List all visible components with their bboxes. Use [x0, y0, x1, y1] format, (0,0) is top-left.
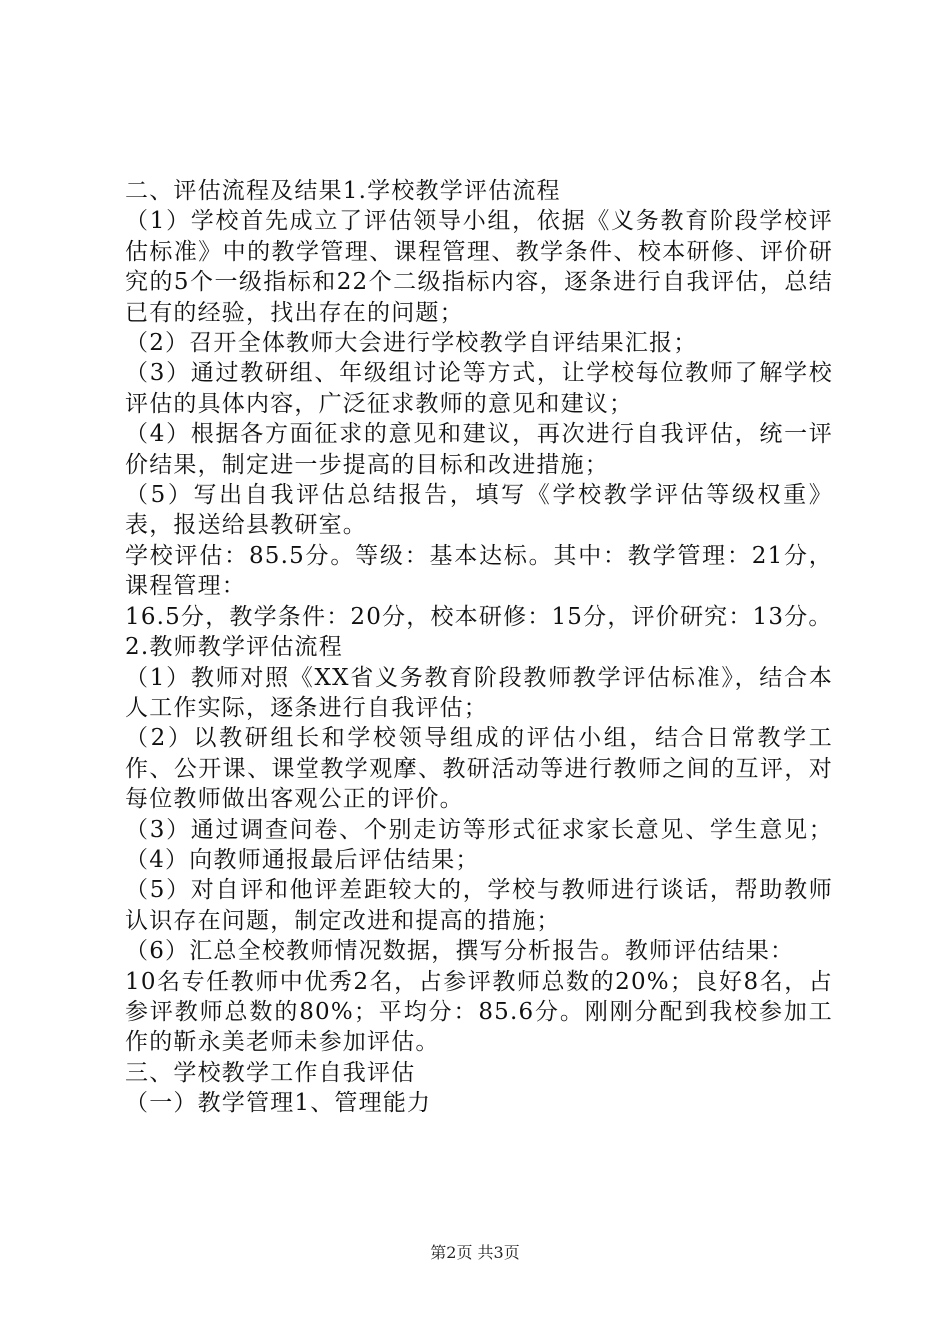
paragraph-step-4: （4）根据各方面征求的意见和建议，再次进行自我评估，统一评价结果，制定进一步提高的目标和改进措施；: [125, 421, 833, 478]
paragraph-teacher-step-3-4: （3）通过调查问卷、个别走访等形式征求家长意见、学生意见；（4）向教师通报最后评估结果；: [125, 816, 833, 873]
paragraph-score-breakdown: 16.5分，教学条件：20分，校本研修：15分，评价研究：13分。: [125, 603, 833, 630]
paragraph-teacher-step-6: （6）汇总全校教师情况数据，撰写分析报告。教师评估结果：: [125, 938, 795, 965]
paragraph-teacher-step-5: （5）对自评和他评差距较大的，学校与教师进行谈话，帮助教师认识存在问题，制定改进和提高的措施；: [125, 877, 833, 934]
paragraph-school-score: 学校评估：85.5分。等级：基本达标。其中：教学管理：21分，课程管理：: [125, 542, 833, 600]
paragraph-step-5: （5）写出自我评估总结报告，填写《学校教学评估等级权重》表，报送给县教研室。: [125, 482, 833, 539]
heading-self-evaluation: 三、学校教学工作自我评估: [125, 1059, 416, 1086]
heading-evaluation-process: 二、评估流程及结果1.学校教学评估流程: [125, 178, 561, 204]
heading-teacher-evaluation: 2.教师教学评估流程: [125, 634, 343, 661]
paragraph-teacher-step-2: （2）以教研组长和学校领导组成的评估小组，结合日常教学工作、公开课、课堂教学观摩、教研活动等进行教师之间的互评，对每位教师做出客观公正的评价。: [125, 725, 833, 813]
page-footer: 第2页 共3页: [430, 1243, 520, 1262]
paragraph-step-3: （3）通过教研组、年级组讨论等方式，让学校每位教师了解学校评估的具体内容，广泛征求教师的意见和建议；: [125, 360, 833, 417]
paragraph-teacher-step-1: （1）教师对照《XX省义务教育阶段教师教学评估标准》，结合本人工作实际，逐条进行自我评估；: [125, 664, 833, 721]
paragraph-step-2: （2）召开全体教师大会进行学校教学自评结果汇报；: [125, 330, 698, 357]
paragraph-step-1: （1）学校首先成立了评估领导小组，依据《义务教育阶段学校评估标准》中的教学管理、课程管理、教学条件、校本研修、评价研究的5个一级指标和22个二级指标内容，逐条进行自我评估，总结已有的经验，找出存在的问题；: [125, 208, 833, 326]
document-body: [125, 176, 833, 1119]
paragraph-teacher-results: 10名专任教师中优秀2名，占参评教师总数的20%；良好8名，占参评教师总数的80%；平均分：85.6分。刚刚分配到我校参加工作的靳永美老师未参加评估。: [125, 968, 833, 1056]
heading-teaching-management: （一）教学管理1、管理能力: [125, 1090, 432, 1117]
